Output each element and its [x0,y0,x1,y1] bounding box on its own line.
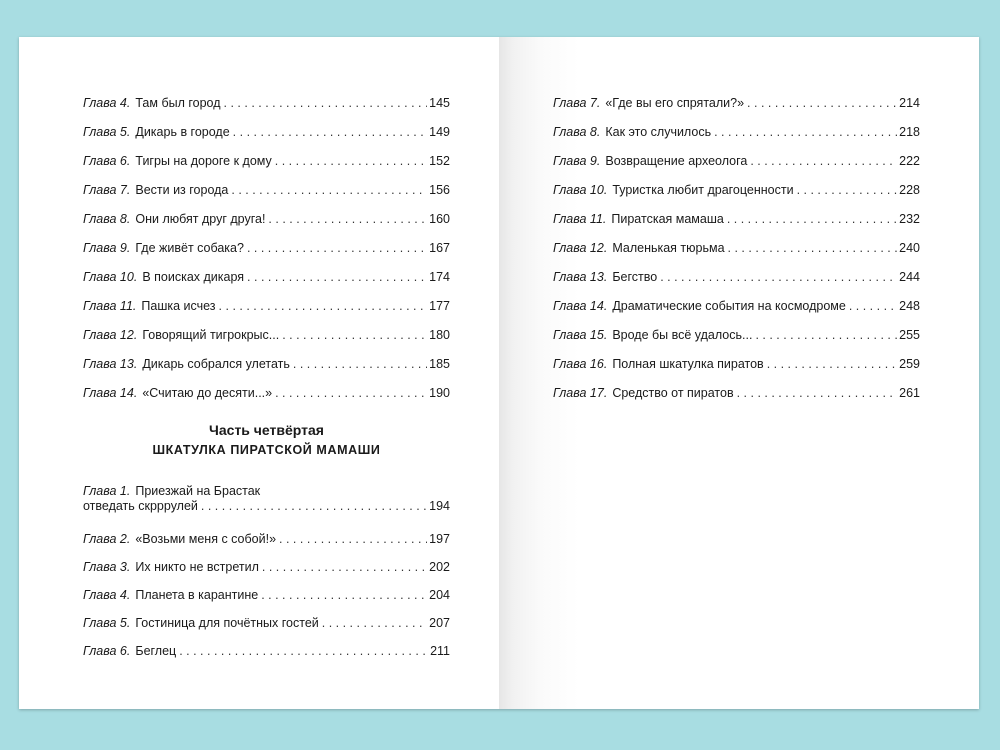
chapter-title: Гостиница для почётных гостей [135,616,319,630]
page-number: 259 [899,357,920,371]
chapter-title-line1: Приезжай на Брастак [135,484,261,498]
toc-entry[interactable] [553,285,920,314]
leader-dots [293,357,427,372]
chapter-number: Глава 5. [83,616,131,630]
leader-dots [179,644,428,659]
toc-entry[interactable] [83,547,450,575]
chapter-title: Где живёт собака? [135,241,244,255]
toc-entry[interactable] [83,603,450,631]
leader-dots [233,125,427,140]
page-number: 204 [429,588,450,602]
chapter-title: Драматические события на космодроме [612,299,846,313]
toc-entry[interactable] [83,227,450,256]
chapter-number: Глава 10. [553,183,608,197]
chapter-title: Их никто не встретил [135,560,259,574]
page-number: 197 [429,532,450,546]
toc-entry[interactable] [83,575,450,603]
leader-dots [224,96,428,111]
page-number: 202 [429,560,450,574]
chapter-number: Глава 7. [83,183,131,197]
page-number: 240 [899,241,920,255]
part-number: Часть четвёртая [209,422,324,438]
leader-dots [767,357,897,372]
chapter-title: «Считаю до десяти...» [142,386,273,400]
chapter-number: Глава 14. [553,299,608,313]
chapter-number: Глава 3. [83,560,131,574]
leader-dots [755,328,897,343]
leader-dots [797,183,898,198]
chapter-title: В поисках дикаря [142,270,245,284]
page-number: 149 [429,125,450,139]
toc-entry[interactable] [83,285,450,314]
leader-dots [750,154,897,169]
chapter-title: Пиратская мамаша [611,212,724,226]
left-page [19,37,499,709]
chapter-first-line [83,484,450,499]
page-number: 160 [429,212,450,226]
chapter-number: Глава 10. [83,270,138,284]
leader-dots [737,386,898,401]
page-number: 174 [429,270,450,284]
chapter-number: Глава 14. [83,386,138,400]
right-page [499,37,979,709]
leader-dots [262,560,427,575]
leader-dots [261,588,427,603]
page-number: 177 [429,299,450,313]
leader-dots [219,299,428,314]
toc-list-right [553,82,920,401]
toc-entry[interactable] [553,372,920,401]
page-number: 218 [899,125,920,139]
chapter-title: Там был город [135,96,221,110]
chapter-number: Глава 2. [83,532,131,546]
toc-entry[interactable] [553,343,920,372]
leader-dots [727,212,897,227]
chapter-number: Глава 6. [83,154,131,168]
chapter-title: Бегство [612,270,658,284]
chapter-title: «Возьми меня с собой!» [135,532,277,546]
chapter-title: Маленькая тюрьма [612,241,725,255]
chapter-number: Глава 13. [83,357,138,371]
chapter-number: Глава 8. [553,125,601,139]
leader-dots [247,241,427,256]
page-number: 167 [429,241,450,255]
chapter-title: Как это случилось [605,125,712,139]
page-number: 207 [429,616,450,630]
chapter-number: Глава 12. [553,241,608,255]
chapter-number: Глава 1. [83,484,131,498]
chapter-number: Глава 4. [83,588,131,602]
toc-entry[interactable] [553,314,920,343]
leader-dots [282,328,427,343]
page-number: 232 [899,212,920,226]
toc-list-left [83,82,450,401]
chapter-title: Планета в карантине [135,588,259,602]
toc-entry[interactable] [553,169,920,198]
toc-entry[interactable] [83,518,450,547]
page-number: 152 [429,154,450,168]
chapter-title: Пашка исчез [141,299,216,313]
part-title: ШКАТУЛКА ПИРАТСКОЙ МАМАШИ [152,443,381,457]
chapter-number: Глава 13. [553,270,608,284]
leader-dots [275,154,427,169]
page-number: 222 [899,154,920,168]
chapter-title: Вести из города [135,183,229,197]
chapter-title: Возвращение археолога [605,154,748,168]
chapter-number: Глава 17. [553,386,608,400]
page-number: 244 [899,270,920,284]
page-number: 248 [899,299,920,313]
page-number: 156 [429,183,450,197]
chapter-number: Глава 11. [83,299,137,313]
page-number: 211 [430,644,450,658]
leader-dots [714,125,897,140]
chapter-number: Глава 15. [553,328,608,342]
page-number: 255 [899,328,920,342]
leader-dots [747,96,897,111]
chapter-number: Глава 8. [83,212,131,226]
leader-dots [728,241,898,256]
page-number: 145 [429,96,450,110]
toc-entry[interactable] [83,484,450,518]
page-number: 180 [429,328,450,342]
toc-entry[interactable] [553,82,920,111]
page-number: 194 [429,499,450,513]
chapter-number: Глава 16. [553,357,608,371]
leader-dots [268,212,427,227]
chapter-title: Дикарь собрался улетать [142,357,290,371]
leader-dots [322,616,427,631]
chapter-title: Полная шкатулка пиратов [612,357,764,371]
toc-entry[interactable] [83,140,450,169]
toc-entry[interactable] [553,140,920,169]
leader-dots [201,499,427,514]
chapter-second-line [83,499,450,514]
chapter-number: Глава 9. [83,241,131,255]
chapter-title: Они любят друг друга! [135,212,266,226]
toc-entry[interactable] [83,82,450,111]
chapter-title: Говорящий тигрокрыс... [142,328,280,342]
part-heading [83,421,450,459]
chapter-title: Вроде бы всё удалось... [612,328,753,342]
page-number: 190 [429,386,450,400]
chapter-title: Туристка любит драгоценности [612,183,794,197]
page-number: 261 [899,386,920,400]
leader-dots [660,270,897,285]
toc-entry[interactable] [83,631,450,659]
chapter-title: Беглец [135,644,177,658]
leader-dots [279,532,427,547]
chapter-number: Глава 9. [553,154,601,168]
chapter-number: Глава 6. [83,644,131,658]
toc-entry[interactable] [553,227,920,256]
toc-entry[interactable] [83,169,450,198]
leader-dots [247,270,427,285]
toc-entry[interactable] [83,198,450,227]
toc-entry[interactable] [83,111,450,140]
chapter-number: Глава 11. [553,212,607,226]
chapter-number: Глава 5. [83,125,131,139]
page-number: 214 [899,96,920,110]
chapter-number: Глава 7. [553,96,601,110]
chapter-title: Дикарь в городе [135,125,230,139]
toc-entry[interactable] [83,256,450,285]
leader-dots [849,299,897,314]
chapter-number: Глава 12. [83,328,138,342]
chapter-number: Глава 4. [83,96,131,110]
page-number: 228 [899,183,920,197]
toc-entry[interactable] [553,111,920,140]
toc-entry[interactable] [553,256,920,285]
book-spread [19,37,979,709]
chapter-title: Тигры на дороге к дому [135,154,272,168]
leader-dots [231,183,427,198]
leader-dots [275,386,427,401]
toc-entry[interactable] [83,372,450,401]
chapter-title: Средство от пиратов [612,386,734,400]
chapter-title: «Где вы его спрятали?» [605,96,745,110]
toc-entry[interactable] [553,198,920,227]
toc-list-part-four [83,484,450,659]
toc-entry[interactable] [83,343,450,372]
page-number: 185 [429,357,450,371]
toc-entry[interactable] [83,314,450,343]
chapter-title: отведать скрррулей [83,499,198,513]
